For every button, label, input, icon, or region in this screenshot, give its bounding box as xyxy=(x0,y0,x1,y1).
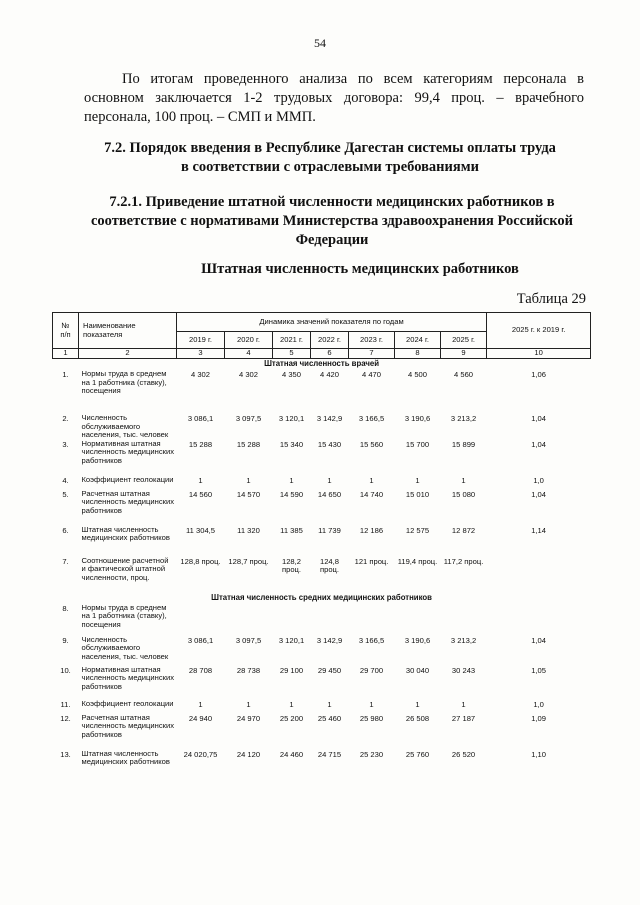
row-number: 10. xyxy=(60,665,71,675)
table-row xyxy=(53,440,591,476)
row-value: 1 xyxy=(327,699,332,709)
row-number: 6. xyxy=(62,525,69,535)
table-label: Таблица 29 xyxy=(516,291,586,307)
row-value: 4 302 xyxy=(190,370,210,379)
row-value: 3 142,9 xyxy=(316,635,343,645)
row-ratio: 1,04 xyxy=(531,489,546,499)
row-value: 11 320 xyxy=(237,525,260,535)
row-value: 4 420 xyxy=(319,370,339,379)
row-number: 13. xyxy=(60,749,71,759)
row-value xyxy=(177,604,225,636)
row-value: 24 020,75 xyxy=(183,749,218,759)
table-row xyxy=(53,490,591,526)
row-value: 15 430 xyxy=(317,439,342,449)
row-value: 14 650 xyxy=(317,489,342,499)
row-indicator-name: Расчетная штатная численность медицинских работников xyxy=(81,712,174,739)
row-value: 14 570 xyxy=(236,489,261,499)
column-number: 5 xyxy=(273,349,311,359)
row-value: 12 872 xyxy=(451,525,476,535)
year-header: 2022 г. xyxy=(311,332,349,349)
row-value: 15 080 xyxy=(451,489,476,499)
row-number: 4. xyxy=(62,475,69,485)
intro-paragraph: По итогам проведенного анализа по всем категориям персонала в основном заключается 1-2 трудовых договора: 99,4 проц. – врачебного персонала, 100 проц. – СМП и ММП. xyxy=(84,71,584,125)
row-indicator-name: Нормы труда в среднем на 1 работника (ставку), посещения xyxy=(81,602,167,629)
row-value: 3 213,2 xyxy=(450,635,477,645)
row-value: 15 010 xyxy=(405,489,430,499)
row-indicator-name: Численность обслуживаемого населения, тыс. человек xyxy=(81,634,169,661)
col-header-ratio: 2025 г. к 2019 г. xyxy=(487,313,591,349)
row-value: 4 560 xyxy=(454,370,474,379)
row-ratio xyxy=(487,557,591,593)
row-value: 1 xyxy=(198,699,203,709)
col-header-num xyxy=(53,313,79,349)
row-ratio: 1,14 xyxy=(531,525,546,535)
row-indicator-name: Численность обслуживаемого населения, тыс. человек xyxy=(81,413,169,440)
row-value: 24 715 xyxy=(317,749,342,759)
table-row xyxy=(53,714,591,750)
row-value: 24 120 xyxy=(236,749,261,759)
row-indicator-name: Соотношение расчетной и фактической штатной численности, проц. xyxy=(81,555,169,582)
row-value: 12 575 xyxy=(405,525,430,535)
row-value: 3 120,1 xyxy=(278,414,305,423)
row-value: 1 xyxy=(289,475,294,485)
row-value: 29 100 xyxy=(279,665,304,675)
row-value: 4 500 xyxy=(407,370,427,379)
row-value: 11 385 xyxy=(280,525,303,535)
row-value: 3 166,5 xyxy=(358,635,385,645)
row-value: 28 708 xyxy=(188,665,213,675)
row-value: 128,2 проц. xyxy=(281,556,302,575)
column-number-row xyxy=(53,349,591,359)
row-value: 25 230 xyxy=(359,749,384,759)
row-value: 1 xyxy=(415,699,420,709)
column-number: 8 xyxy=(395,349,441,359)
column-number: 6 xyxy=(311,349,349,359)
table-body xyxy=(53,359,591,794)
row-value: 117,2 проц. xyxy=(443,556,484,566)
row-number: 1. xyxy=(62,370,69,379)
row-number: 11. xyxy=(60,699,71,709)
column-number: 1 xyxy=(53,349,79,359)
table-row xyxy=(53,636,591,666)
heading-7-2-line2: в соответствии с отраслевыми требованиями xyxy=(181,159,479,175)
row-ratio: 1,04 xyxy=(531,439,546,449)
heading-7-2-line1: 7.2. Порядок введения в Республике Дагестан системы оплаты труда xyxy=(104,140,556,156)
row-value: 30 040 xyxy=(405,665,430,675)
row-ratio: 1,04 xyxy=(531,635,546,645)
row-value: 3 166,5 xyxy=(358,414,385,423)
row-value: 3 190,6 xyxy=(404,414,431,423)
table-row xyxy=(53,700,591,714)
row-value: 29 450 xyxy=(317,665,342,675)
row-value: 4 470 xyxy=(361,370,381,379)
row-value: 3 097,5 xyxy=(235,414,262,423)
table-header xyxy=(53,313,591,349)
heading-7-2 xyxy=(80,139,580,177)
heading-7-2-1-line2: соответствие с нормативами Министерства здравоохранения Российской xyxy=(90,213,574,229)
row-value xyxy=(225,604,273,636)
row-ratio xyxy=(487,604,591,636)
row-indicator-name: Коэффициент геолокации xyxy=(81,474,174,484)
table-row xyxy=(53,414,591,440)
row-value: 1 xyxy=(327,475,332,485)
year-header: 2023 г. xyxy=(349,332,395,349)
row-ratio: 1,0 xyxy=(533,699,544,709)
column-number: 7 xyxy=(349,349,395,359)
row-value xyxy=(349,604,395,636)
row-value: 124,8 проц. xyxy=(319,556,340,575)
row-value: 119,4 проц. xyxy=(397,556,438,566)
row-value: 25 460 xyxy=(317,713,342,723)
table-row xyxy=(53,604,591,636)
year-header: 2019 г. xyxy=(177,332,225,349)
row-value: 1 xyxy=(415,475,420,485)
row-indicator-name: Штатная численность медицинских работников xyxy=(81,524,170,543)
row-ratio: 1,06 xyxy=(531,370,546,379)
table-row xyxy=(53,526,591,557)
year-header: 2025 г. xyxy=(441,332,487,349)
row-value: 15 700 xyxy=(405,439,430,449)
section-title: Штатная численность средних медицинских работников xyxy=(211,592,432,602)
row-value: 1 xyxy=(198,475,203,485)
row-value: 26 520 xyxy=(451,749,476,759)
row-value: 3 097,5 xyxy=(235,635,262,645)
row-value: 1 xyxy=(246,475,251,485)
row-indicator-name: Расчетная штатная численность медицинских работников xyxy=(81,488,174,515)
row-value: 3 213,2 xyxy=(450,414,477,423)
row-indicator-name: Штатная численность медицинских работников xyxy=(81,748,170,767)
column-number: 10 xyxy=(487,349,591,359)
heading-7-2-1-line1: 7.2.1. Приведение штатной численности медицинских работников в xyxy=(109,194,555,210)
col-header-dynamics: Динамика значений показателя по годам xyxy=(177,313,487,332)
table-row xyxy=(53,666,591,700)
table-row xyxy=(53,476,591,490)
row-value: 1 xyxy=(246,699,251,709)
row-value: 30 243 xyxy=(451,665,476,675)
table-row xyxy=(53,750,591,794)
heading-7-2-1-line3: Федерации xyxy=(295,232,369,248)
year-header: 2024 г. xyxy=(395,332,441,349)
row-value: 15 899 xyxy=(451,439,476,449)
row-value: 128,7 проц. xyxy=(228,556,269,566)
row-ratio: 1,04 xyxy=(531,414,546,423)
row-value: 1 xyxy=(461,475,466,485)
row-value: 14 740 xyxy=(359,489,384,499)
row-value: 25 760 xyxy=(405,749,430,759)
row-value: 3 086,1 xyxy=(187,635,214,645)
row-value: 25 980 xyxy=(359,713,384,723)
row-value: 1 xyxy=(289,699,294,709)
col-header-name-line2: показателя xyxy=(83,329,123,339)
row-indicator-name: Нормы труда в среднем на 1 работника (ставку), посещения xyxy=(81,369,167,396)
row-value: 4 302 xyxy=(238,370,258,379)
row-value: 15 288 xyxy=(188,439,213,449)
row-ratio: 1,09 xyxy=(531,713,546,723)
col-header-name-line1: Наименование xyxy=(83,320,136,330)
row-value: 24 940 xyxy=(188,713,213,723)
row-value: 25 200 xyxy=(279,713,304,723)
row-ratio: 1,10 xyxy=(531,749,546,759)
row-value: 15 560 xyxy=(359,439,384,449)
row-value: 14 560 xyxy=(188,489,213,499)
row-number: 7. xyxy=(62,556,69,566)
row-ratio: 1,0 xyxy=(533,475,544,485)
row-value: 121 проц. xyxy=(354,556,389,566)
row-value: 29 700 xyxy=(359,665,384,675)
row-value: 11 304,5 xyxy=(186,525,215,535)
row-value: 128,8 проц. xyxy=(180,556,221,566)
row-value xyxy=(441,604,487,636)
row-value: 12 186 xyxy=(359,525,384,535)
year-header: 2020 г. xyxy=(225,332,273,349)
heading-7-2-1 xyxy=(76,193,588,250)
row-indicator-name: Нормативная штатная численность медицинских работников xyxy=(81,438,174,465)
row-value: 1 xyxy=(369,475,374,485)
row-value: 1 xyxy=(461,699,466,709)
row-number: 8. xyxy=(62,603,69,613)
row-value: 28 738 xyxy=(236,665,261,675)
staffing-table xyxy=(52,312,591,794)
row-value: 3 190,6 xyxy=(404,635,431,645)
row-value xyxy=(273,604,311,636)
row-number: 2. xyxy=(62,414,69,423)
table-row xyxy=(53,557,591,593)
row-value: 3 086,1 xyxy=(187,414,214,423)
section-title: Штатная численность врачей xyxy=(264,359,380,368)
row-indicator-name: Нормативная штатная численность медицинских работников xyxy=(81,664,174,691)
col-header-name xyxy=(79,313,177,349)
row-ratio: 1,05 xyxy=(531,665,546,675)
row-value: 3 120,1 xyxy=(278,635,305,645)
column-number: 9 xyxy=(441,349,487,359)
row-value: 26 508 xyxy=(405,713,430,723)
row-value: 11 739 xyxy=(318,525,341,535)
row-number: 5. xyxy=(62,489,69,499)
row-value: 15 288 xyxy=(236,439,261,449)
row-value: 24 970 xyxy=(236,713,261,723)
row-value xyxy=(311,604,349,636)
row-value: 3 142,9 xyxy=(316,414,343,423)
row-value xyxy=(395,604,441,636)
row-number: 3. xyxy=(62,439,69,449)
column-number: 4 xyxy=(225,349,273,359)
table-title: Штатная численность медицинских работников xyxy=(201,261,519,277)
row-value: 27 187 xyxy=(451,713,476,723)
row-indicator-name: Коэффициент геолокации xyxy=(81,698,174,708)
row-number: 9. xyxy=(62,635,69,645)
row-number: 12. xyxy=(60,713,71,723)
row-value: 4 350 xyxy=(281,370,301,379)
row-value: 14 590 xyxy=(279,489,304,499)
col-header-num-line2: п/п xyxy=(60,329,71,339)
col-header-num-line1: № xyxy=(61,320,70,330)
table-row xyxy=(53,370,591,414)
page-number: 54 xyxy=(314,36,326,50)
year-header: 2021 г. xyxy=(273,332,311,349)
column-number: 2 xyxy=(79,349,177,359)
column-number: 3 xyxy=(177,349,225,359)
row-value: 24 460 xyxy=(279,749,304,759)
row-value: 1 xyxy=(369,699,374,709)
row-value: 15 340 xyxy=(279,439,304,449)
